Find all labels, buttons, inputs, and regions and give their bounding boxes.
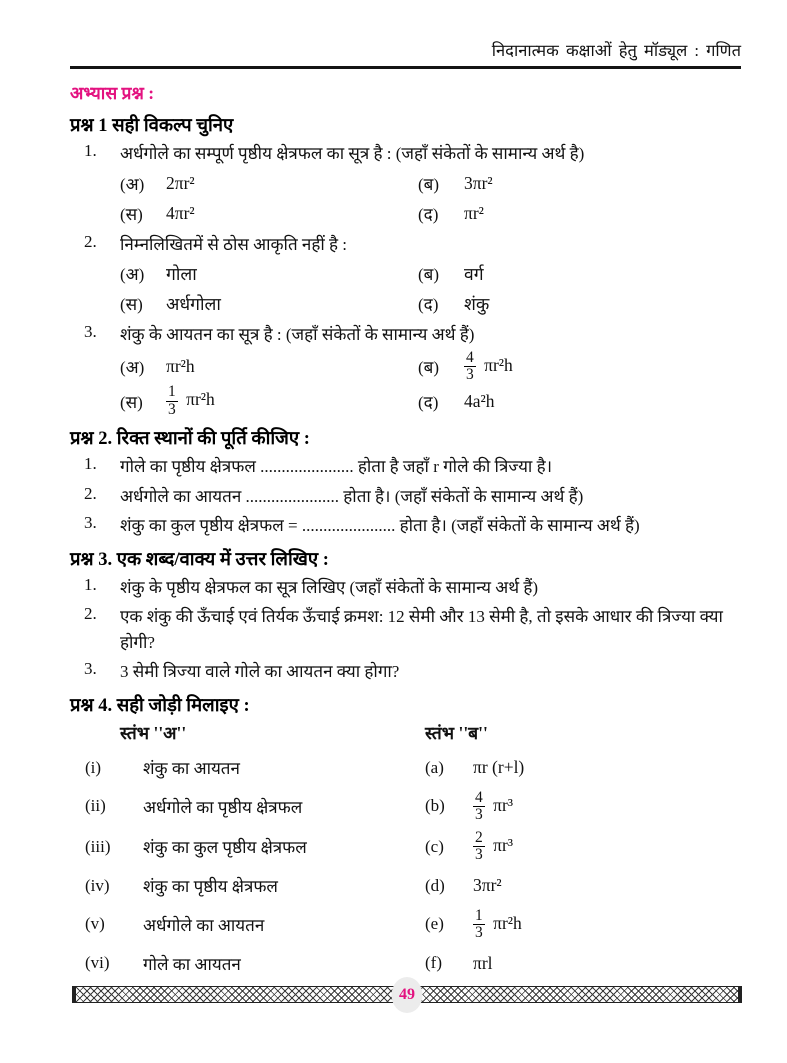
right-formula: $\frac{1}{3}$ πr²h [475,906,522,941]
page-header [70,40,741,69]
right-label: (d) [425,875,445,895]
option-label: (स) [120,204,143,224]
left-text: अर्धगोले का पृष्ठीय क्षेत्रफल [143,797,303,817]
q2-item-3 [70,513,741,539]
column-a-header: स्तंभ ''अ'' [120,722,187,743]
option-b [418,259,741,288]
option-formula: πr² [464,202,484,223]
option-formula: 4πr² [166,202,195,223]
right-label: (b) [425,796,445,816]
q1-item-3-options [120,350,741,418]
question-4-section [70,692,741,979]
option-formula: 3πr² [464,172,493,193]
item-text: 3 सेमी त्रिज्या वाले गोले का आयतन क्या होगा? [120,662,400,681]
option-a [120,259,418,288]
fill-blank-text: अर्धगोले का आयतन ...................... होता है। (जहाँ संकेतों के सामान्य अर्थ हैं) [120,486,584,506]
match-pair-5 [85,908,741,942]
option-label: (अ) [120,265,145,285]
match-pair-4 [85,871,741,901]
header-title: निदानात्मक कक्षाओं हेतु मॉड्यूल : गणित [491,41,741,60]
option-text: गोला [166,263,197,284]
right-formula: πr (r+l) [473,757,525,777]
left-text: अर्धगोले का आयतन [143,915,265,935]
option-label: (द) [418,204,439,224]
right-formula: πrl [473,952,493,973]
option-d [418,199,741,228]
option-label: (द) [418,295,439,315]
match-pair-1 [85,753,741,783]
right-label: (f) [425,953,442,973]
right-label: (c) [425,836,444,856]
left-text: शंकु का कुल पृष्ठीय क्षेत्रफल [143,838,307,858]
q1-item-1-options [120,169,741,228]
right-formula: $\frac{2}{3}$ πr³ [475,829,514,864]
right-formula: $\frac{4}{3}$ πr³ [475,788,514,823]
match-pair-3 [85,830,741,864]
right-label: (a) [425,757,444,777]
option-formula: 2πr² [166,172,195,193]
option-text: अर्धगोला [166,293,221,314]
fill-blank-text: गोले का पृष्ठीय क्षेत्रफल ...................... होता है जहाँ r गोले की त्रिज्या है। [120,457,553,476]
item-number: 2. [84,604,97,623]
left-label: (iii) [85,836,111,856]
q1-item-2 [70,232,741,258]
left-label: (vi) [85,953,110,973]
q1-item-2-options [120,259,741,318]
fill-blank-text: शंकु का कुल पृष्ठीय क्षेत्रफल = ...................... होता है। (जहाँ संकेतों के सामान्य अर्थ हैं) [120,516,640,535]
option-formula: $\frac{4}{3}$ πr²h [466,348,513,384]
item-text: शंकु के पृष्ठीय क्षेत्रफल का सूत्र लिखिए (जहाँ संकेतों के सामान्य अर्थ हैं) [120,577,539,597]
item-number: 1. [84,454,97,473]
option-label: (अ) [120,174,145,194]
item-text: अर्धगोले का सम्पूर्ण पृष्ठीय क्षेत्रफल का सूत्र है : (जहाँ संकेतों के सामान्य अर्थ है) [120,144,585,164]
item-number: 1. [84,574,97,594]
option-s [120,199,418,228]
option-label: (अ) [120,358,145,378]
option-d [418,384,741,418]
item-text: एक शंकु की ऊँचाई एवं तिर्यक ऊँचाई क्रमश: 12 सेमी और 13 सेमी है, तो इसके आधार की त्रिज्या क्या होगी? [120,607,723,652]
option-label: (स) [120,392,143,412]
q3-item-1 [70,575,741,601]
left-text: शंकु का पृष्ठीय क्षेत्रफल [143,877,278,897]
question-2-section [70,425,741,539]
option-text: वर्ग [464,263,484,284]
header-rule [70,66,741,69]
item-number: 1. [84,141,97,161]
option-b [418,350,741,384]
option-label: (ब) [418,265,440,285]
question-1-section [70,112,741,418]
option-label: (ब) [418,174,440,194]
left-label: (ii) [85,796,106,816]
item-number: 3. [84,322,97,342]
item-number: 2. [84,483,97,503]
q4-title: प्रश्न 4. सही जोड़ी मिलाइए : [70,695,250,716]
option-formula: $\frac{1}{3}$ πr²h [168,383,215,418]
item-number: 2. [84,231,97,251]
option-text: शंकु [464,293,490,314]
q3-item-2 [70,604,741,655]
left-label: (iv) [85,875,110,895]
option-a [120,350,418,384]
q1-item-1 [70,141,741,167]
column-b-header: स्तंभ ''ब'' [425,722,488,743]
q3-title: प्रश्न 3. एक शब्द/वाक्य में उत्तर लिखिए : [70,549,329,570]
q2-title: प्रश्न 2. रिक्त स्थानों की पूर्ति कीजिए : [70,429,310,449]
item-text: निम्नलिखितमें से ठोस आकृति नहीं है : [120,234,347,254]
option-a [120,169,418,198]
q2-item-1 [70,454,741,480]
right-label: (e) [425,914,444,934]
option-label: (द) [418,392,439,412]
left-text: शंकु का आयतन [143,759,240,778]
q2-item-2 [70,484,741,510]
match-column-headers [120,721,741,745]
footer-ornament-band [72,986,742,1003]
left-label: (i) [85,757,102,777]
left-label: (v) [85,914,105,934]
option-s [120,384,418,418]
right-formula: 3πr² [473,875,502,896]
exercise-heading: अभ्यास प्रश्न : [70,83,155,104]
option-formula: πr²h [166,356,195,377]
page-number-badge: 49 [392,977,423,1013]
match-pair-2 [85,790,741,824]
item-number: 3. [84,659,97,678]
match-pair-6 [85,948,741,978]
option-s [120,289,418,318]
q1-item-3 [70,322,741,348]
option-formula: 4a²h [464,390,495,411]
q3-item-3 [70,659,741,685]
item-text: शंकु के आयतन का सूत्र है : (जहाँ संकेतों के सामान्य अर्थ हैं) [120,325,475,345]
option-d [418,289,741,318]
question-3-section [70,546,741,685]
item-number: 3. [84,513,97,532]
option-label: (ब) [418,358,440,378]
option-label: (स) [120,295,143,315]
option-b [418,169,741,198]
left-text: गोले का आयतन [143,954,241,974]
q1-title: प्रश्न 1 सही विकल्प चुनिए [70,116,234,137]
